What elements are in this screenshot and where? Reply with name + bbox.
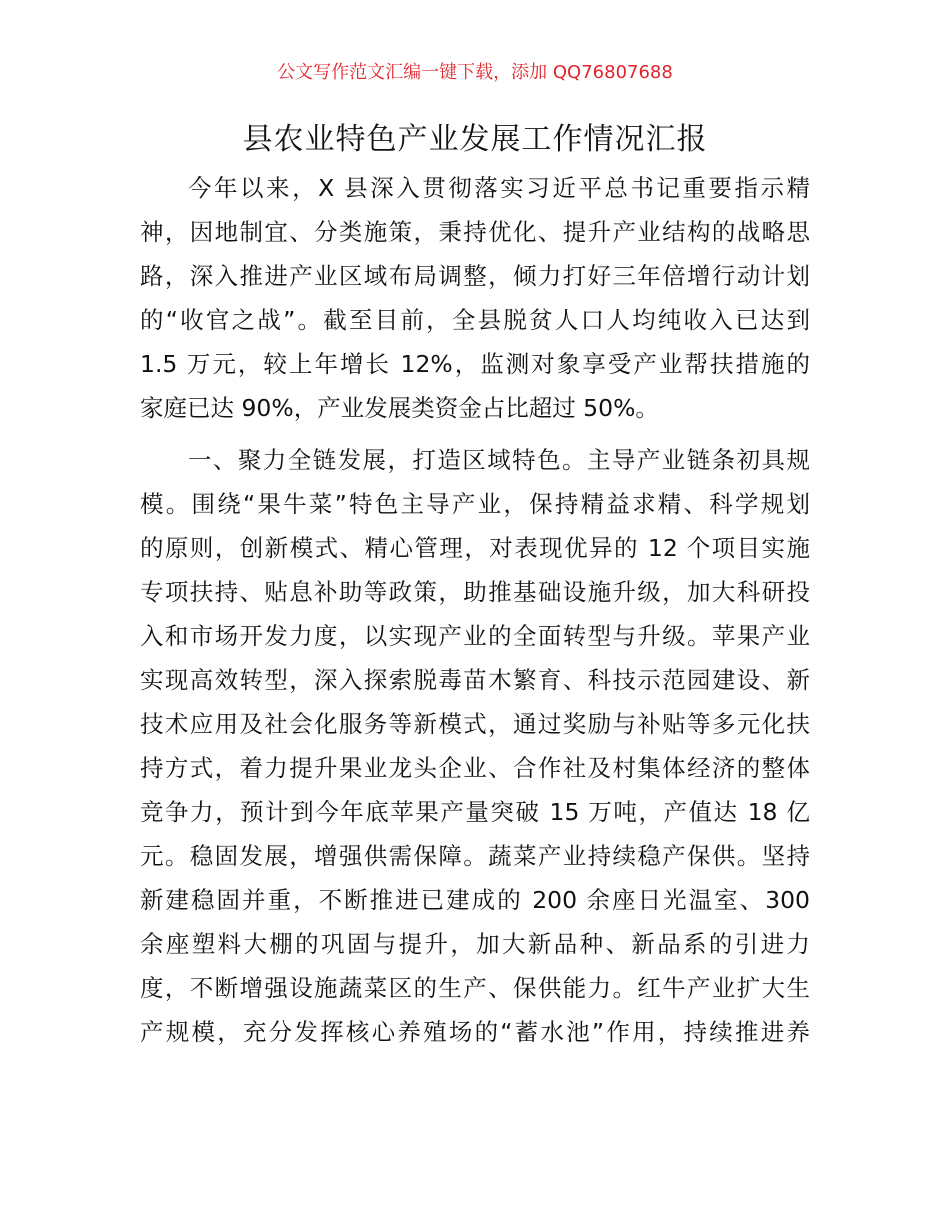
text-line: 竞争力，预计到今年底苹果产量突破 15 万吨，产值达 18 亿 [140,798,810,826]
text-line: 持方式，着力提升果业龙头企业、合作社及村集体经济的整体 [140,754,810,782]
text-line: 元。稳固发展，增强供需保障。蔬菜产业持续稳产保供。坚持 [140,842,810,870]
text-line: 路，深入推进产业区域布局调整，倾力打好三年倍增行动计划 [140,262,810,290]
text-line: 1.5 万元，较上年增长 12%，监测对象享受产业帮扶措施的 [140,350,810,378]
text-line: 家庭已达 90%，产业发展类资金占比超过 50%。 [140,394,659,422]
text-line: 模。围绕“果牛菜”特色主导产业，保持精益求精、科学规划 [140,490,810,518]
text-line: 产规模，充分发挥核心养殖场的“蓄水池”作用，持续推进养 [140,1018,810,1046]
text-line: 新建稳固并重，不断推进已建成的 200 余座日光温室、300 [140,886,810,914]
text-line: 今年以来，X 县深入贯彻落实习近平总书记重要指示精 [188,174,810,202]
paragraph-intro [140,166,810,430]
text-line: 余座塑料大棚的巩固与提升，加大新品种、新品系的引进力 [140,930,810,958]
document-title: 县农业特色产业发展工作情况汇报 [242,122,708,157]
text-line: 神，因地制宜、分类施策，秉持优化、提升产业结构的战略思 [140,218,810,246]
text-line: 实现高效转型，深入探索脱毒苗木繁育、科技示范园建设、新 [140,666,810,694]
text-line: 的“收官之战”。截至目前，全县脱贫人口人均纯收入已达到 [140,306,810,334]
paragraph-section-one [140,438,810,1054]
text-line: 的原则，创新模式、精心管理，对表现优异的 12 个项目实施 [140,534,810,562]
text-line: 度，不断增强设施蔬菜区的生产、保供能力。红牛产业扩大生 [140,974,810,1002]
text-line: 一、聚力全链发展，打造区域特色。主导产业链条初具规 [188,446,810,474]
download-banner: 公文写作范文汇编一键下载，添加 QQ76807688 [277,62,673,83]
text-line: 专项扶持、贴息补助等政策，助推基础设施升级，加大科研投 [140,578,810,606]
text-line: 入和市场开发力度，以实现产业的全面转型与升级。苹果产业 [140,622,810,650]
text-line: 技术应用及社会化服务等新模式，通过奖励与补贴等多元化扶 [140,710,810,738]
